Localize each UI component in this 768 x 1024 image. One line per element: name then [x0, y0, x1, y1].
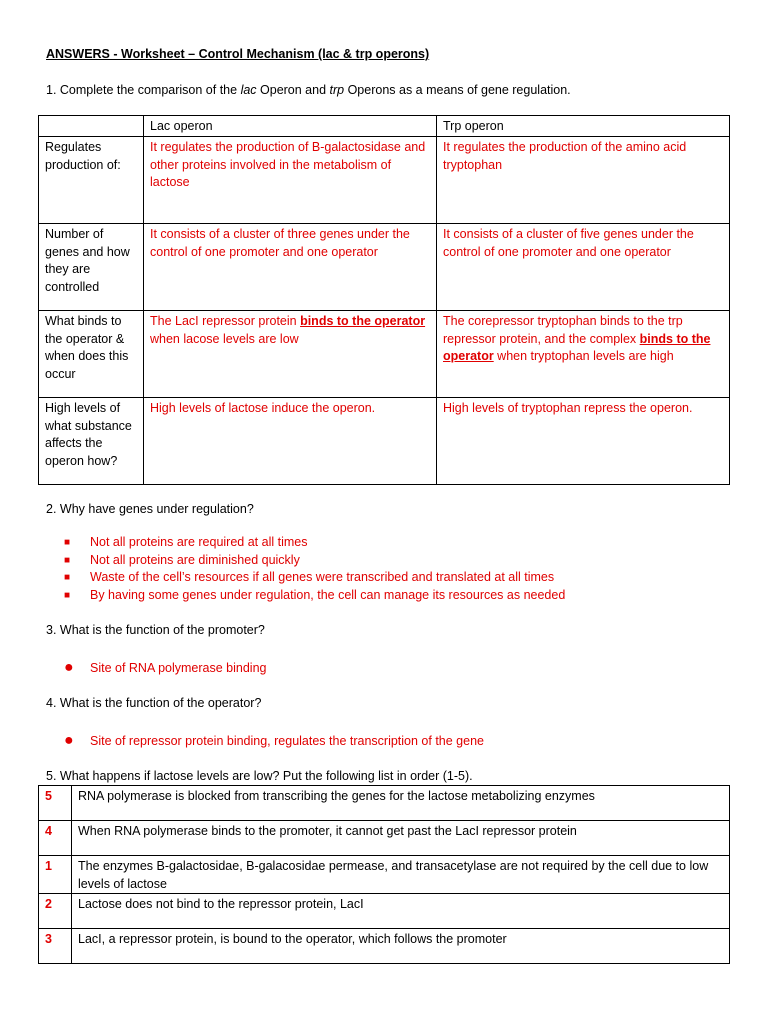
- table-row: [39, 398, 730, 485]
- q2-answer-text: Not all proteins are diminished quickly: [90, 552, 300, 567]
- q4-answer-text: Site of repressor protein binding, regulates the transcription of the gene: [90, 734, 484, 748]
- question-3: 3. What is the function of the promoter?: [46, 623, 265, 637]
- question-1: [46, 82, 571, 100]
- bullet-icon: ■: [64, 589, 71, 601]
- lac-answer: [144, 311, 437, 398]
- order-statement: LacI, a repressor protein, is bound to the operator, which follows the promoter: [72, 929, 730, 964]
- lac-answer-emphasis: binds to the operator: [300, 314, 426, 328]
- row-label: Regulates production of:: [39, 137, 144, 224]
- question-2: 2. Why have genes under regulation?: [46, 502, 254, 516]
- header-cell-empty: [39, 116, 144, 137]
- page-title: ANSWERS - Worksheet – Control Mechanism (lac & trp operons): [46, 47, 430, 61]
- header-cell-lac: Lac operon: [144, 116, 437, 137]
- q3-answer-text: Site of RNA polymerase binding: [90, 661, 267, 675]
- trp-answer-pre: The corepressor tryptophan binds to the trp repressor protein, and the complex: [443, 314, 683, 346]
- q2-answer-text: Waste of the cell’s resources if all genes were transcribed and translated at all times: [90, 570, 555, 584]
- list-item: [64, 569, 565, 587]
- table-row: [39, 929, 730, 964]
- q2-answer-list: [64, 534, 565, 604]
- bullet-icon: ●: [64, 659, 74, 676]
- bullet-icon: ■: [64, 572, 71, 583]
- list-item: [64, 552, 565, 570]
- table-row: [39, 311, 730, 398]
- header-cell-trp: Trp operon: [437, 116, 730, 137]
- order-number: 3: [39, 929, 72, 964]
- list-item: [64, 534, 565, 552]
- trp-answer: It consists of a cluster of five genes under the control of one promoter and one operator: [437, 224, 730, 311]
- question-5: 5. What happens if lactose levels are low? Put the following list in order (1-5).: [46, 769, 473, 783]
- operon-comparison-table: [38, 115, 730, 485]
- lac-answer-post: when lacose levels are low: [150, 331, 299, 346]
- q1-text-mid: Operon and: [256, 83, 330, 97]
- bullet-icon: ■: [64, 554, 71, 566]
- table-row: [39, 224, 730, 311]
- table-header-row: [39, 116, 730, 137]
- bullet-icon: ■: [64, 537, 71, 548]
- row-label: Number of genes and how they are controlled: [39, 224, 144, 311]
- order-number: 1: [39, 856, 72, 894]
- order-number: 2: [39, 894, 72, 929]
- trp-answer: High levels of tryptophan repress the operon.: [437, 398, 730, 485]
- q1-lac-italic: lac: [240, 83, 257, 97]
- q2-answer-text: By having some genes under regulation, the cell can manage its resources as needed: [90, 587, 566, 602]
- table-row: [39, 137, 730, 224]
- bullet-icon: ●: [64, 732, 74, 749]
- lac-answer: High levels of lactose induce the operon.: [144, 398, 437, 485]
- list-item: [64, 733, 484, 751]
- q1-text-prefix: 1. Complete the comparison of the: [46, 83, 241, 97]
- order-number: 5: [39, 786, 72, 821]
- order-number: 4: [39, 821, 72, 856]
- list-item: [64, 587, 565, 605]
- trp-answer: [437, 311, 730, 398]
- table-row: [39, 856, 730, 894]
- table-row: [39, 821, 730, 856]
- q4-answer-list: [64, 733, 484, 751]
- q1-trp-italic: trp: [329, 83, 345, 97]
- table-row: [39, 894, 730, 929]
- order-statement: Lactose does not bind to the repressor protein, LacI: [72, 894, 730, 929]
- list-item: [64, 660, 266, 678]
- lac-answer: It consists of a cluster of three genes under the control of one promoter and one operator: [144, 224, 437, 311]
- row-label: High levels of what substance affects the operon how?: [39, 398, 144, 485]
- trp-answer-post: when tryptophan levels are high: [493, 349, 674, 363]
- trp-answer: It regulates the production of the amino acid tryptophan: [437, 137, 730, 224]
- question-4: 4. What is the function of the operator?: [46, 696, 262, 710]
- order-statement: When RNA polymerase binds to the promoter, it cannot get past the LacI repressor protein: [72, 821, 730, 856]
- ordering-table: [38, 785, 730, 964]
- order-statement: The enzymes B-galactosidae, B-galacosidae permease, and transacetylase are not required by the cell due to low levels of lactose: [72, 856, 730, 894]
- order-statement: RNA polymerase is blocked from transcribing the genes for the lactose metabolizing enzymes: [72, 786, 730, 821]
- q1-text-suffix: Operons as a means of gene regulation.: [344, 83, 571, 97]
- trp-answer-emphasis: binds to the operator: [443, 331, 711, 363]
- q3-answer-list: [64, 660, 266, 678]
- table-row: [39, 786, 730, 821]
- q2-answer-text: Not all proteins are required at all times: [90, 535, 308, 549]
- lac-answer-pre: The LacI repressor protein: [150, 314, 301, 328]
- row-label: What binds to the operator & when does this occur: [39, 311, 144, 398]
- lac-answer: It regulates the production of B-galactosidase and other proteins involved in the metabolism of lactose: [144, 137, 437, 224]
